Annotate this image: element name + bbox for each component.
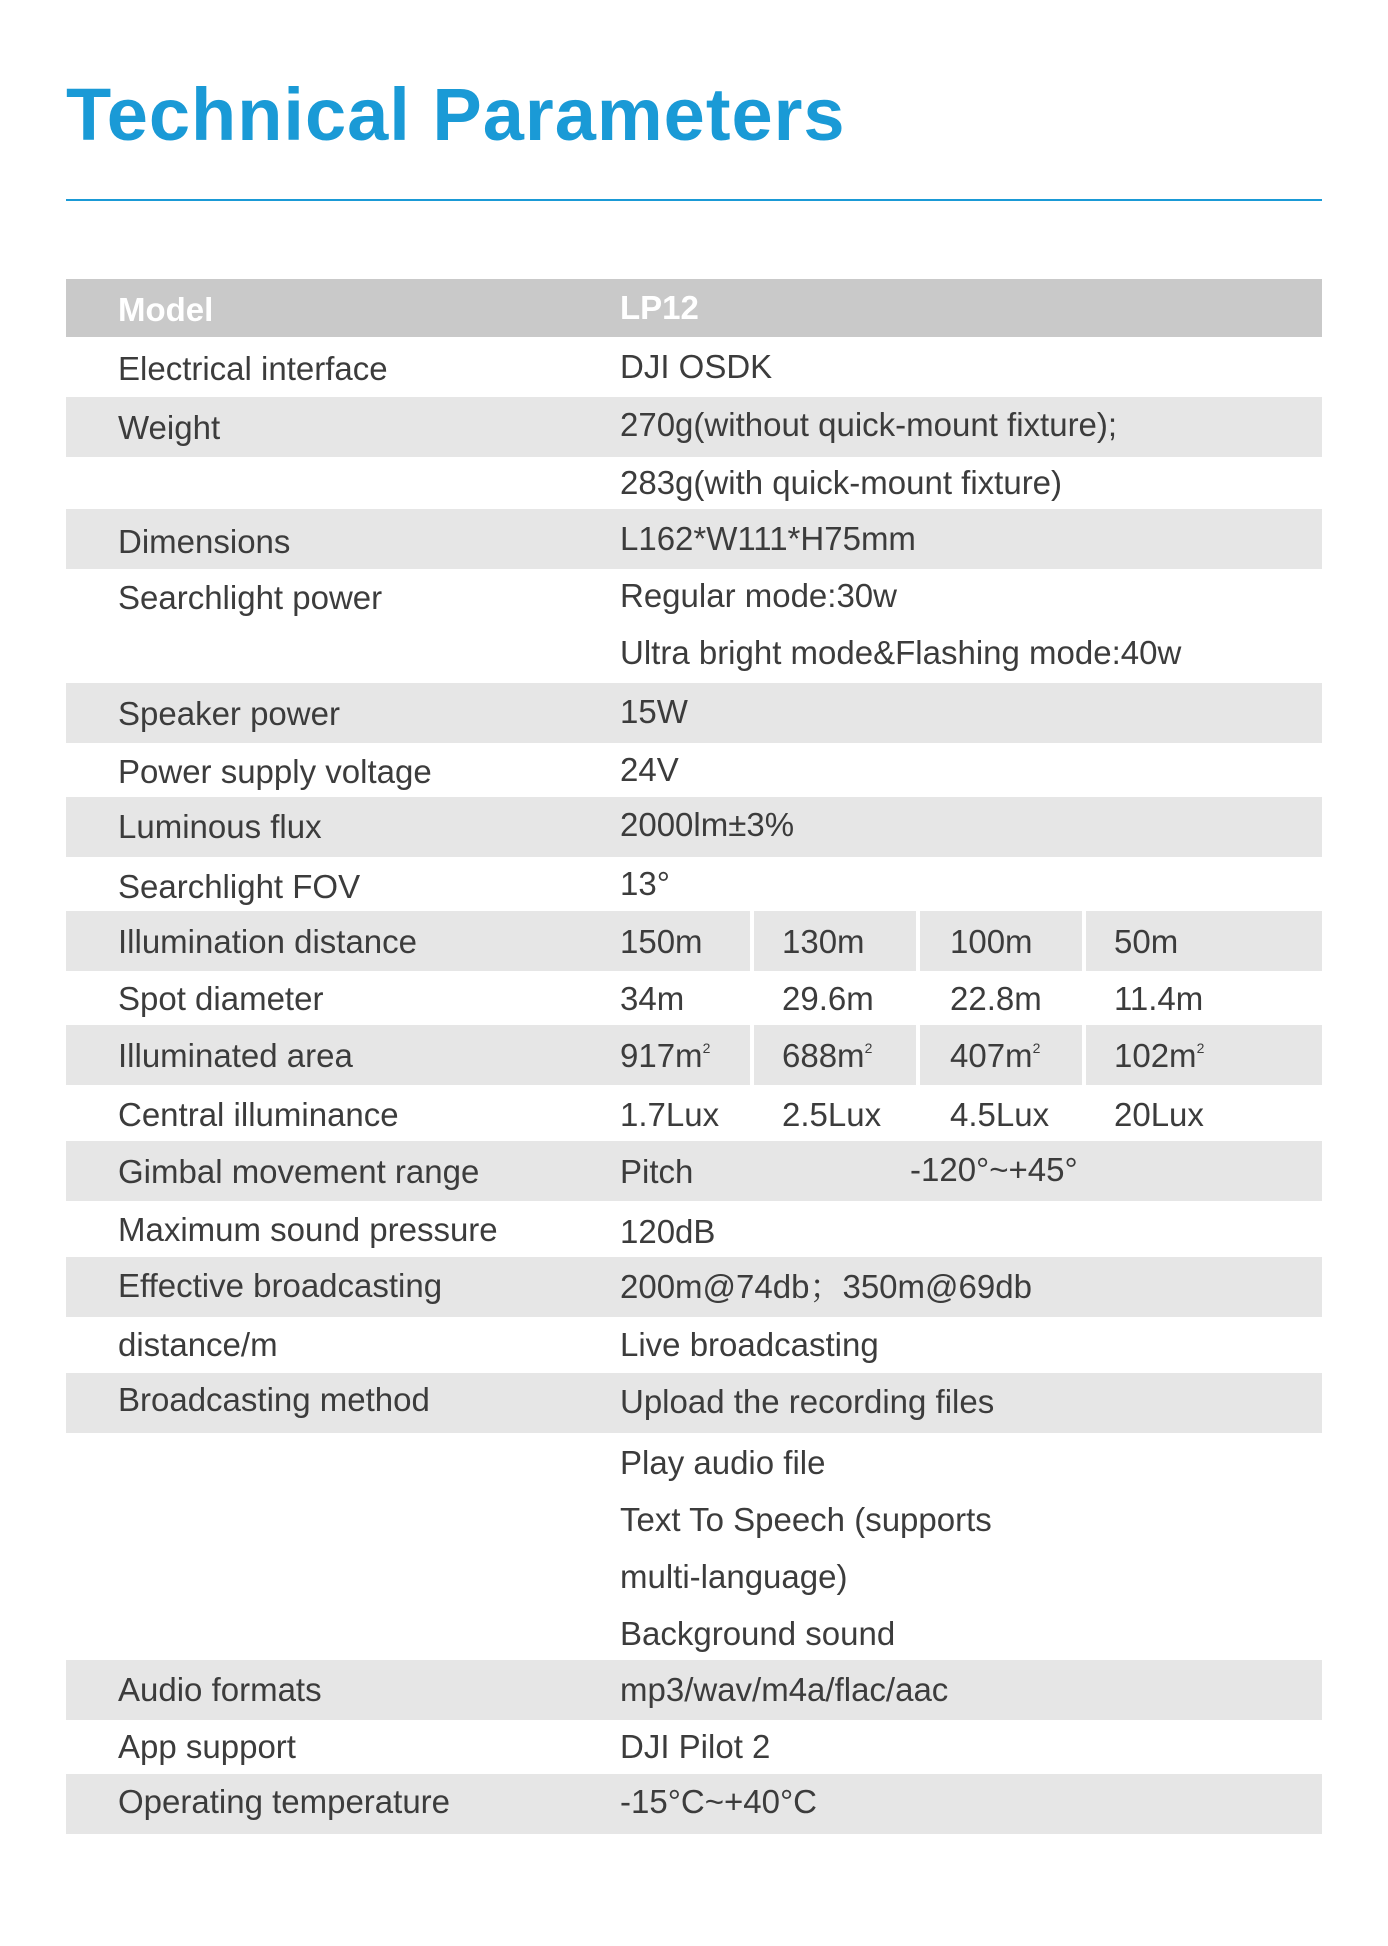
column-divider: [1082, 911, 1086, 971]
row-value: multi-language): [620, 1558, 848, 1595]
table-cell: 100m: [950, 923, 1033, 960]
row-label: Electrical interface: [118, 350, 388, 387]
row-label: Central illuminance: [118, 1096, 399, 1133]
table-row: [66, 1433, 1322, 1660]
table-cell: $917m^2$: [620, 1037, 711, 1074]
table-cell: 34m: [620, 980, 685, 1017]
table-row: [66, 1025, 1322, 1085]
table-row: [66, 1373, 1322, 1433]
table-row: [66, 1201, 1322, 1257]
table-cell: 150m: [620, 923, 703, 960]
row-label: Speaker power: [118, 695, 340, 732]
row-label: Maximum sound pressure: [118, 1211, 498, 1248]
row-label: Illumination distance: [118, 923, 417, 960]
table-header-row: [66, 279, 1322, 337]
table-row: [66, 569, 1322, 683]
row-label: Weight: [118, 409, 221, 446]
table-row: [66, 911, 1322, 971]
table-cell: Pitch: [620, 1153, 694, 1190]
row-label: Illuminated area: [118, 1037, 353, 1074]
row-value: DJI Pilot 2: [620, 1728, 771, 1765]
row-value: 120dB: [620, 1213, 716, 1250]
page-title: Technical Parameters: [66, 73, 846, 156]
row-value: Ultra bright mode&Flashing mode:40w: [620, 634, 1182, 671]
table-cell: 2.5Lux: [782, 1096, 882, 1133]
row-value: 24V: [620, 751, 679, 788]
table-row: [66, 1660, 1322, 1720]
table-cell: 130m: [782, 923, 865, 960]
row-value: 283g(with quick-mount fixture): [620, 464, 1063, 501]
row-label: Gimbal movement range: [118, 1153, 480, 1190]
table-cell: 4.5Lux: [950, 1096, 1050, 1133]
model-label: Model: [118, 291, 214, 328]
row-value: 13°: [620, 865, 670, 902]
table-cell: $102m^2$: [1114, 1037, 1205, 1074]
table-row: [66, 743, 1322, 797]
table-row: [66, 857, 1322, 911]
table-cell: -120°~+45°: [910, 1151, 1078, 1188]
table-cell: $688m^2$: [782, 1037, 873, 1074]
column-divider: [750, 911, 754, 971]
table-cell: 1.7Lux: [620, 1096, 720, 1133]
table-cell: 11.4m: [1114, 980, 1204, 1017]
row-value: Regular mode:30w: [620, 577, 897, 614]
row-label: Broadcasting method: [118, 1381, 430, 1418]
column-divider: [1082, 1025, 1086, 1085]
table-row: [66, 457, 1322, 509]
model-value: LP12: [620, 289, 699, 326]
row-value: DJI OSDK: [620, 348, 773, 385]
row-value: mp3/wav/m4a/flac/aac: [620, 1671, 949, 1708]
table-cell: 20Lux: [1114, 1096, 1204, 1133]
table-row: [66, 1141, 1322, 1201]
column-divider: [750, 1025, 754, 1085]
table-row: [66, 971, 1322, 1025]
table-cell: 22.8m: [950, 980, 1042, 1017]
table-row: [66, 509, 1322, 569]
title-divider: [66, 199, 1322, 201]
row-label: Operating temperature: [118, 1783, 451, 1820]
row-value: Upload the recording files: [620, 1383, 995, 1420]
table-row: [66, 797, 1322, 857]
row-label: Power supply voltage: [118, 753, 432, 790]
table-row: [66, 397, 1322, 457]
row-value: 15W: [620, 693, 688, 730]
row-label: distance/m: [118, 1326, 278, 1363]
row-value: Background sound: [620, 1615, 896, 1652]
row-label: Luminous flux: [118, 808, 322, 845]
row-label: Searchlight FOV: [118, 868, 361, 905]
column-divider: [916, 911, 920, 971]
row-value: -15°C~+40°C: [620, 1783, 818, 1820]
row-value: Play audio file: [620, 1444, 826, 1481]
column-divider: [916, 1025, 920, 1085]
row-value: 200m@74db；350m@69db: [620, 1268, 1032, 1305]
table-row: [66, 1085, 1322, 1141]
row-value: Text To Speech (supports: [620, 1501, 992, 1538]
table-row: [66, 683, 1322, 743]
row-value: 2000lm±3%: [620, 806, 795, 843]
table-row: [66, 1317, 1322, 1373]
table-cell: 29.6m: [782, 980, 874, 1017]
row-label: App support: [118, 1728, 296, 1765]
table-row: [66, 1774, 1322, 1834]
table-row: [66, 1257, 1322, 1317]
row-label: Searchlight power: [118, 579, 383, 616]
row-value: L162*W111*H75mm: [620, 520, 916, 557]
table-cell: $407m^2$: [950, 1037, 1041, 1074]
row-label: Effective broadcasting: [118, 1267, 443, 1304]
row-value: 270g(without quick-mount fixture);: [620, 406, 1118, 443]
row-label: Dimensions: [118, 523, 291, 560]
table-row: [66, 1720, 1322, 1774]
table-cell: 50m: [1114, 923, 1179, 960]
row-label: Spot diameter: [118, 980, 324, 1017]
table-row: [66, 337, 1322, 397]
row-value: Live broadcasting: [620, 1326, 879, 1363]
row-label: Audio formats: [118, 1671, 322, 1708]
